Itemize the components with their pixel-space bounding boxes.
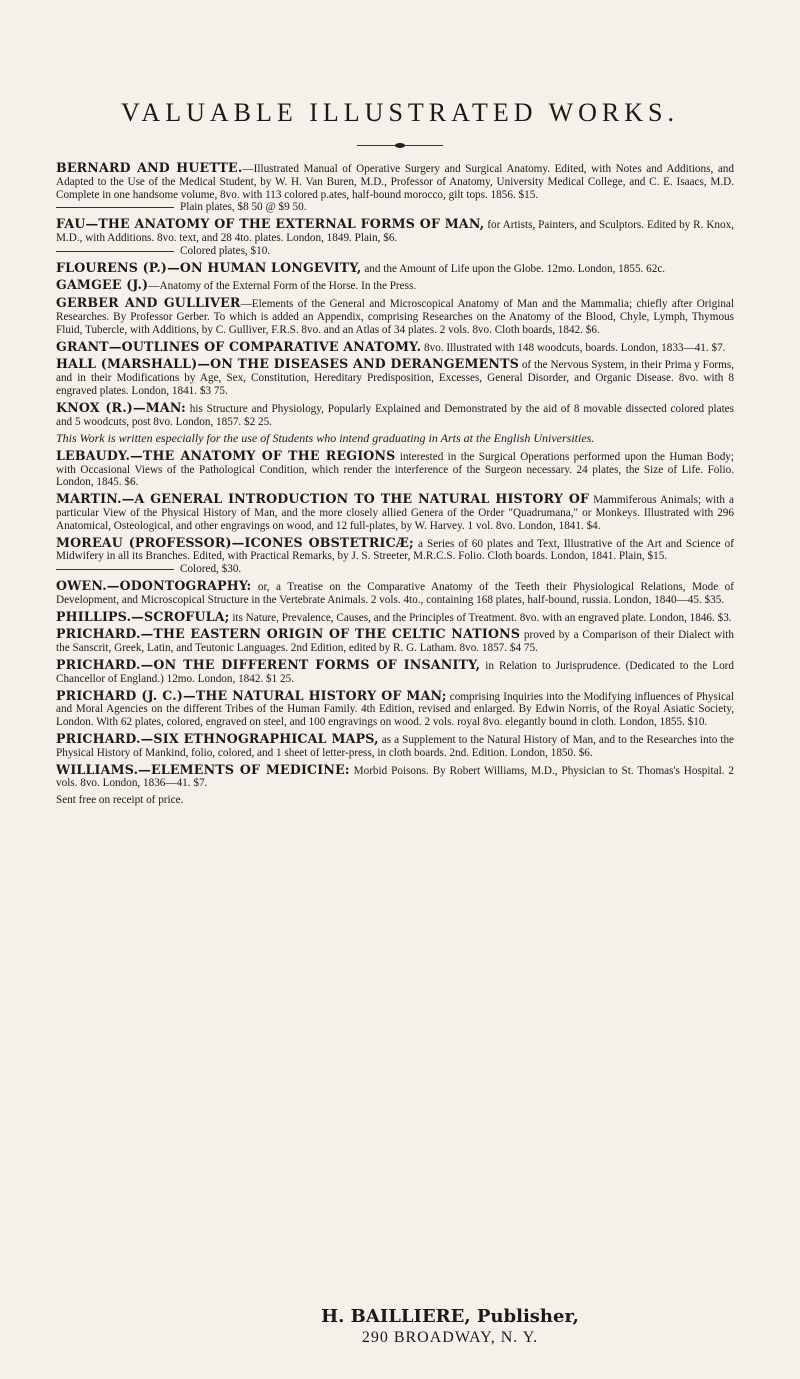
book-entry: [56, 761, 734, 791]
book-entry: [56, 399, 734, 429]
book-entry: [56, 338, 734, 355]
book-entry: [56, 628, 734, 655]
book-title: GRANT—OUTLINES OF COMPARATIVE ANATOMY.: [56, 338, 422, 354]
book-entry: [56, 534, 734, 576]
book-title: LEBAUDY.—THE ANATOMY OF THE REGIONS: [56, 447, 396, 463]
book-title: GERBER AND GULLIVER: [56, 295, 241, 311]
book-description: his Structure and Physiology, Popularly Explained and Demonstrated by the aid of 8 movable dissected colored plates and 5 woodcuts, post 8vo. London, 1857. $2 25.: [56, 402, 734, 428]
publisher-address: 290 BROADWAY, N. Y.: [361, 1329, 539, 1346]
ornamental-divider: [357, 145, 443, 146]
ditto-rule: [56, 207, 174, 208]
book-entry: [56, 447, 735, 489]
book-title: HALL (MARSHALL)—ON THE DISEASES AND DERANGEMENTS: [56, 356, 519, 372]
book-entry: [56, 580, 734, 607]
book-description: as a Supplement to the Natural History of Man, and to the Researches into the Physical History of Mankind, folio, colored, and 1 sheet of letter-press, in cloth boards. 2nd. Edition. London, 1850. $6.: [56, 733, 734, 759]
book-entry: [56, 297, 734, 336]
book-title: GAMGEE (J.): [56, 277, 149, 293]
book-title: WILLIAMS.—ELEMENTS OF MEDICINE:: [56, 761, 350, 777]
book-description: comprising Inquiries into the Modifying influences of Physical and Moral Agencies on the different Tribes of the Human Family. 4th Edition, revised and enlarged. By Edwin Norris, of the Royal Asiatic Society, London. With 62 plates, colored, engraved on steel, and 100 engravings on wood. 2 vols. royal 8vo. elegantly bound in cloth. London, 1855. $10.: [56, 690, 734, 729]
book-title: FLOURENS (P.)—ON HUMAN LONGEVITY,: [56, 259, 362, 275]
price-variant: Colored plates, $10.: [180, 244, 271, 257]
book-description: 8vo. Illustrated with 148 woodcuts, boards. London, 1833—41. $7.: [421, 341, 726, 354]
page-title: VALUABLE ILLUSTRATED WORKS.: [121, 98, 679, 127]
book-title: MOREAU (PROFESSOR)—ICONES OBSTETRICÆ;: [56, 534, 414, 550]
book-title: PHILLIPS.—SCROFULA;: [56, 608, 230, 624]
book-entry: [56, 358, 734, 397]
book-description: of the Nervous System, in their Prima y Forms, and in their Modifications by Age, Sex, Constitution, Hereditary Predisposition, Excesses, General Disorder, and Organic Disease. 8vo. with 8 engraved plates. London, 1841. $3 75.: [56, 359, 734, 397]
book-entry: [56, 259, 734, 276]
book-entry: [56, 218, 734, 257]
price-variant: Colored, $30.: [180, 563, 242, 576]
book-description: its Nature, Prevalence, Causes, and the Principles of Treatment. 8vo. with an engraved plate. London, 1846. $3.: [229, 611, 732, 624]
book-description: and the Amount of Life upon the Globe. 12mo. London, 1855. 62c.: [361, 262, 666, 275]
book-description: —Elements of the General and Microscopical Anatomy of Man and the Mammalia; chiefly after Original Researches. By Professor Gerber. To which is added an Appendix, comprising Researches on the Anatomy of the Blood, Chyle, Lymph, Thymous Fluid, Tubercle, with Additions, by C. Gulliver, F.R.S. 8vo. and an Atlas of 34 plates. 2 vols. 8vo. Cloth boards, 1842. $6.: [56, 298, 734, 336]
book-title: OWEN.—ODONTOGRAPHY:: [56, 578, 252, 594]
book-entry: [56, 279, 734, 293]
book-entry: [56, 162, 734, 214]
book-description: proved by a Comparison of their Dialect with the Sanscrit, Greek, Latin, and Teutonic Languages. 2nd Edition, edited by R. G. Latham. 8vo. 1857. $4 75.: [56, 629, 734, 655]
price-variant: Plain plates, $8 50 @ $9 50.: [180, 201, 307, 214]
book-description: Mammiferous Animals; with a particular View of the Physical History of Man, and the more closely allied Genera of the Order "Quadrumana," or Monkeys. Illustrated with 296 Anatomical, Osteological, and other engravings on wood, and 12 full-plates, by W. Harvey. 1 vol. 8vo. London, 1841. $4.: [56, 494, 734, 532]
book-title: PRICHARD (J. C.)—THE NATURAL HISTORY OF MAN;: [56, 687, 447, 703]
book-entry: [56, 687, 734, 729]
book-title: FAU—THE ANATOMY OF THE EXTERNAL FORMS OF MAN,: [56, 216, 485, 232]
ditto-rule: [56, 569, 174, 570]
publisher-name: H. BAILLIERE, Publisher,: [321, 1306, 579, 1327]
book-description: —Anatomy of the External Form of the Horse. In the Press.: [148, 280, 417, 293]
book-description: interested in the Surgical Operations performed upon the Human Body; with Occasional Views of the Pathological Condition, which render the interference of the Surgeon necessary. 24 plates, the Size of Life. Folio. London, 1845. $6.: [56, 450, 735, 489]
book-description: Morbid Poisons. By Robert Williams, M.D., Physician to St. Thomas's Hospital. 2 vols. 8vo. London, 1836—41. $7.: [56, 764, 734, 790]
note-text: This Work is written especially for the use of Students who intend graduating in Arts at the English Universities.: [56, 431, 595, 446]
book-title: KNOX (R.)—MAN:: [56, 399, 186, 415]
book-description: or, a Treatise on the Comparative Anatomy of the Teeth their Physiological Relations, Mode of Development, and Microscopical Structure in the Vertebrate Animals. 2 vols. 4to., containing 168 plates, half-bound, russia. London, 1840—45. $35.: [56, 581, 734, 606]
book-title: PRICHARD.—SIX ETHNOGRAPHICAL MAPS,: [56, 730, 379, 746]
book-title: PRICHARD.—ON THE DIFFERENT FORMS OF INSANITY,: [56, 657, 481, 672]
ditto-rule: [56, 251, 174, 252]
book-title: MARTIN.—A GENERAL INTRODUCTION TO THE NATURAL HISTORY OF: [56, 491, 590, 507]
publisher-block: [0, 1306, 800, 1347]
book-entry: [56, 493, 734, 532]
book-title: PRICHARD.—THE EASTERN ORIGIN OF THE CELTIC NATIONS: [56, 626, 521, 642]
book-description: a Series of 60 plates and Text, Illustrative of the Art and Science of Midwifery in all its Branches. Edited, with Practical Remarks, by J. S. Streeter, M.R.C.S. Folio. Cloth boards. London, 1841. Plain, $15.: [56, 537, 734, 563]
book-title: BERNARD AND HUETTE.: [56, 160, 243, 175]
book-description: —Illustrated Manual of Operative Surgery and Surgical Anatomy. Edited, with Notes and Additions, and Adapted to the Use of the Medical Student, by W. H. Van Buren, M.D., Professor of Anatomy, University Medical College, and C. E. Isaacs, M.D. Complete in one handsome volume, 8vo. with 113 colored p.ates, half-bound morocco, gilt tops. 1856. $15.: [56, 163, 734, 201]
book-entry: [56, 730, 734, 760]
book-list: [56, 162, 734, 811]
book-description: for Artists, Painters, and Sculptors. Edited by R. Knox, M.D., with Additions. 8vo. text, and 28 4to. plates. London, 1849. Plain, $6.: [56, 219, 734, 244]
book-entry: [56, 659, 734, 686]
closing-note: Sent free on receipt of price.: [56, 794, 184, 807]
book-description: in Relation to Jurisprudence. (Dedicated to the Lord Chancellor of England.) 12mo. London, 1842. $1 25.: [56, 660, 734, 685]
book-entry: [56, 608, 734, 625]
